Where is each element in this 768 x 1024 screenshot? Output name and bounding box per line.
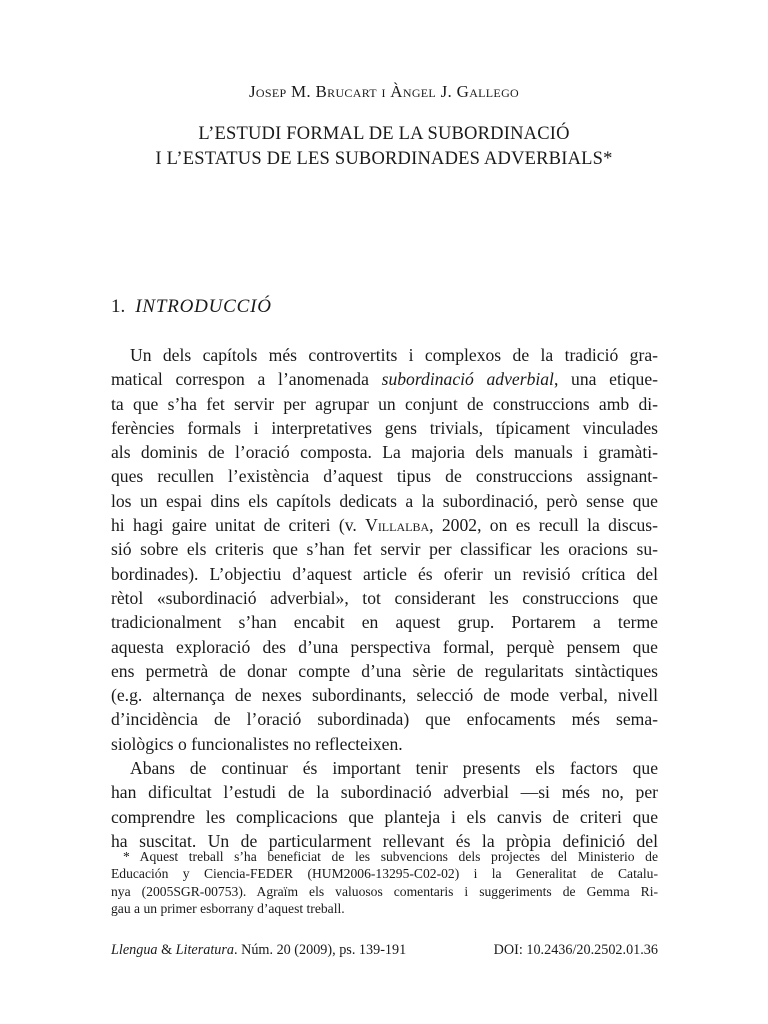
- section-name: INTRODUCCIÓ: [135, 296, 272, 317]
- text-line: d’incidència de l’oració subordinada) que enfocaments més sema-: [111, 709, 658, 730]
- text-line: ferències formals i interpretatives gens trivials, típicament vinculades: [111, 417, 658, 438]
- title-line-2: I L’ESTATUS DE LES SUBORDINADES ADVERBIALS*: [155, 149, 613, 169]
- footnote-line: gau a un primer esborrany d’aquest treball.: [111, 900, 345, 916]
- section-number: 1.: [111, 296, 126, 317]
- article-title: [0, 122, 768, 172]
- text-line: matical correspon a l’anomenada subordinació adverbial, una etique-: [111, 369, 659, 390]
- citation-author: Villalba: [365, 515, 430, 536]
- italic-term: subordinació adverbial: [381, 369, 554, 390]
- text-line: ta que s’ha fet servir per agrupar un conjunt de construccions amb di-: [111, 393, 658, 414]
- text-line: tradicionalment s’han encabit en aquest grup. Portarem a terme: [111, 612, 658, 633]
- text-line: (e.g. alternança de nexes subordinants, selecció de mode verbal, nivell: [111, 685, 658, 706]
- body-text: [111, 343, 658, 853]
- footnote-line: * Aquest treball s’ha beneficiat de les subvencions dels projectes del Ministerio de: [123, 849, 658, 864]
- text-line: siològics o funcionalistes no reflecteixen.: [111, 733, 403, 754]
- text-line: sió sobre els criteris que s’han fet servir per classificar les oracions su-: [111, 539, 658, 560]
- text-line: ens permetrà de donar compte d’una sèrie de regularitats sintàctiques: [111, 660, 658, 681]
- journal-citation: Llengua & Literatura. Núm. 20 (2009), ps. 139-191: [111, 942, 407, 958]
- text-line: aquesta exploració des d’una perspectiva formal, perquè pensem que: [111, 636, 658, 657]
- section-heading: [111, 296, 272, 318]
- text-line: rètol «subordinació adverbial», tot considerant les construccions que: [111, 587, 658, 608]
- text-line: Abans de continuar és important tenir presents els factors que: [130, 758, 658, 779]
- text-line: bordinades). L’objectiu d’aquest article és oferir un revisió crítica del: [111, 563, 658, 584]
- text-line: ha suscitat. Un de particularment rellevant és la pròpia definició del: [111, 830, 658, 851]
- text-line: comprendre les complicacions que planteja i els canvis de criteri que: [111, 806, 658, 827]
- title-line-1: L’ESTUDI FORMAL DE LA SUBORDINACIÓ: [198, 124, 570, 144]
- text-line: hi hagi gaire unitat de criteri (v. Villalba, 2002, on es recull la discus-: [111, 515, 659, 536]
- footnote-line: nya (2005SGR-00753). Agraïm els valuosos comentaris i suggeriments de Gemma Ri-: [111, 883, 658, 899]
- text-line: los un espai dins els capítols dedicats a la subordinació, però sense que: [111, 490, 658, 511]
- text-line: han dificultat l’estudi de la subordinació adverbial —si més no, per: [111, 782, 658, 803]
- footnote: [111, 848, 658, 917]
- page-footer: [111, 942, 658, 959]
- text-line: ques recullen l’existència d’aquest tipus de construccions assignant-: [111, 466, 658, 487]
- author-line: Josep M. Brucart i Àngel J. Gallego: [248, 82, 519, 101]
- footnote-line: Educación y Ciencia-FEDER (HUM2006-13295-C02-02) i la Generalitat de Catalu-: [111, 866, 658, 882]
- doi: DOI: 10.2436/20.2502.01.36: [493, 942, 658, 958]
- text-line: Un dels capítols més controvertits i complexos de la tradició gra-: [130, 345, 658, 365]
- text-line: als dominis de l’oració composta. La majoria dels manuals i gramàti-: [111, 442, 658, 463]
